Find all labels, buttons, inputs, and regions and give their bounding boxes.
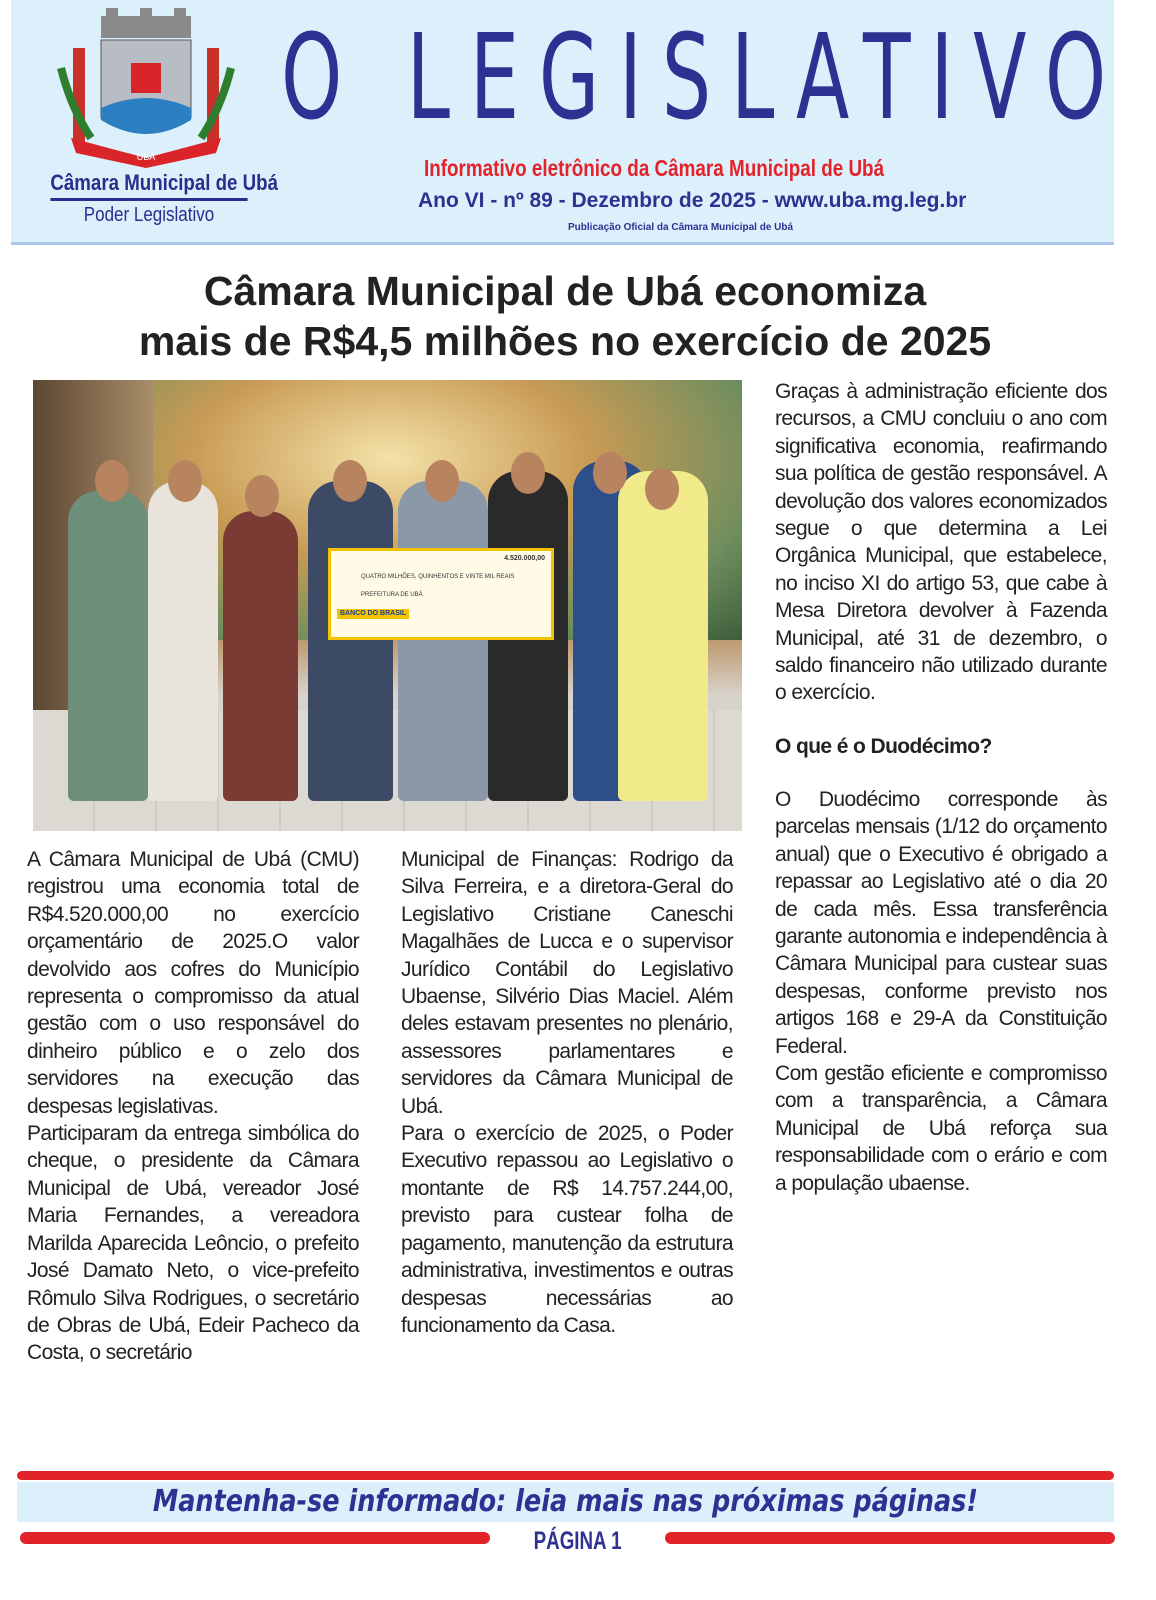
paragraph: A Câmara Municipal de Ubá (CMU) registrou uma economia total de R$4.520.000,00 no exercício orçamentário de 2025.O valor devolvido aos cofres do Município representa o compromisso da atual gestão com o uso responsável do dinheiro público e o zelo dos servidores na execução das despesas legislativas.: [27, 848, 359, 1118]
paragraph: Municipal de Finanças: Rodrigo da Silva Ferreira, e a diretora-Geral do Legislativo Cristiane Caneschi Magalhães de Lucca e o supervisor Jurídico Contábil do Legislativo Ubaense, Silvério Dias Maciel. Além deles estavam presentes no plenário, assessores parlamentares e servidores da Câmara Municipal de Ubá.: [401, 848, 733, 1118]
person: [68, 491, 148, 801]
person: [223, 511, 298, 801]
official-publication-note: Publicação Oficial da Câmara Municipal de Ubá: [568, 222, 794, 233]
article-photo: [33, 380, 742, 831]
cheque-words: QUATRO MILHÕES, QUINHENTOS E VINTE MIL REAIS: [361, 574, 515, 580]
person: [398, 481, 488, 801]
divider-bar: [20, 1532, 490, 1544]
cheque-amount: 4.520.000,00: [504, 555, 545, 562]
person-head: [95, 460, 129, 502]
tagline: Informativo eletrônico da Câmara Municipal de Ubá: [424, 155, 885, 181]
person-head: [333, 460, 367, 502]
cheque-bank-logo: BANCO DO BRASIL: [337, 609, 409, 619]
person: [618, 471, 708, 801]
person: [308, 481, 393, 801]
logo-text: UBÁ: [136, 152, 156, 162]
paragraph: Graças à administração eficiente dos recursos, a CMU concluiu o ano com significativa economia, reafirmando sua política de gestão responsável. A devolução dos valores economizados segue o que determina a Lei Orgânica Municipal, que estabelece, no inciso XI do artigo 53, que cabe à Mesa Diretora devolver à Fazenda Municipal, até 31 de dezembro, o saldo financeiro não utilizado durante o exercício.: [775, 380, 1107, 705]
person-head: [168, 460, 202, 502]
paragraph: Para o exercício de 2025, o Poder Executivo repassou ao Legislativo o montante de R$ 14.757.244,00, previsto para custear folha de pagamento, manutenção da estrutura administrativa, investimentos e outras despesas necessárias ao funcionamento da Casa.: [401, 1122, 733, 1337]
org-name-block: [33, 170, 278, 227]
headline-line-1: Câmara Municipal de Ubá economiza: [203, 268, 927, 314]
paragraph: Participaram da entrega simbólica do cheque, o presidente da Câmara Municipal de Ubá, vereador José Maria Fernandes, a vereadora Marilda Aparecida Leôncio, o prefeito José Damato Neto, o vice-prefeito Rômulo Silva Rodrigues, o secretário de Obras de Ubá, Edeir Pacheco da Costa, o secretário: [27, 1122, 359, 1365]
article-headline: [0, 266, 1130, 366]
person-head: [511, 452, 545, 494]
article-column-2: [401, 846, 733, 1339]
page-number-text: PÁGINA 1: [533, 1527, 622, 1555]
edition-info: Ano VI - nº 89 - Dezembro de 2025 - www.uba.mg.leg.br: [418, 189, 967, 212]
paragraph: O Duodécimo corresponde às parcelas mensais (1/12 do orçamento anual) que o Executivo é obrigado a repassar ao Legislativo até o dia 20 de cada mês. Essa transferência garante autonomia e independência à Câmara Municipal para custear suas despesas, conforme previsto nos artigos 168 e 29-A da Constituição Federal.: [775, 787, 1107, 1058]
newspaper-title: O LEGISLATIVO: [281, 8, 1126, 146]
headline-line-2: mais de R$4,5 milhões no exercício de 2025: [138, 318, 992, 364]
person-head: [593, 452, 627, 494]
org-subtitle: Poder Legislativo: [83, 204, 215, 226]
paragraph: Com gestão eficiente e compromisso com a transparência, a Câmara Municipal de Ubá reforça sua responsabilidade com o erário e com a população ubaense.: [775, 1061, 1107, 1195]
divider-bar: [665, 1532, 1115, 1544]
article-column-1: [27, 846, 359, 1367]
person-head: [645, 468, 679, 510]
person-head: [425, 460, 459, 502]
symbolic-cheque: [328, 548, 554, 640]
person: [148, 481, 218, 801]
article-column-3: [775, 378, 1107, 1197]
footer-banner-text: Mantenha-se informado: leia mais nas próximas páginas!: [152, 1484, 979, 1519]
org-name: Câmara Municipal de Ubá: [50, 170, 247, 201]
city-coat-of-arms-logo: [51, 8, 241, 168]
section-heading: O que é o Duodécimo?: [775, 734, 992, 758]
cheque-payee: PREFEITURA DE UBÁ: [361, 592, 423, 598]
masthead-header: [11, 0, 1126, 245]
person-head: [245, 475, 279, 517]
footer-banner: [17, 1482, 1114, 1522]
page-number: [490, 1524, 665, 1558]
divider-bar: [17, 1471, 1114, 1480]
